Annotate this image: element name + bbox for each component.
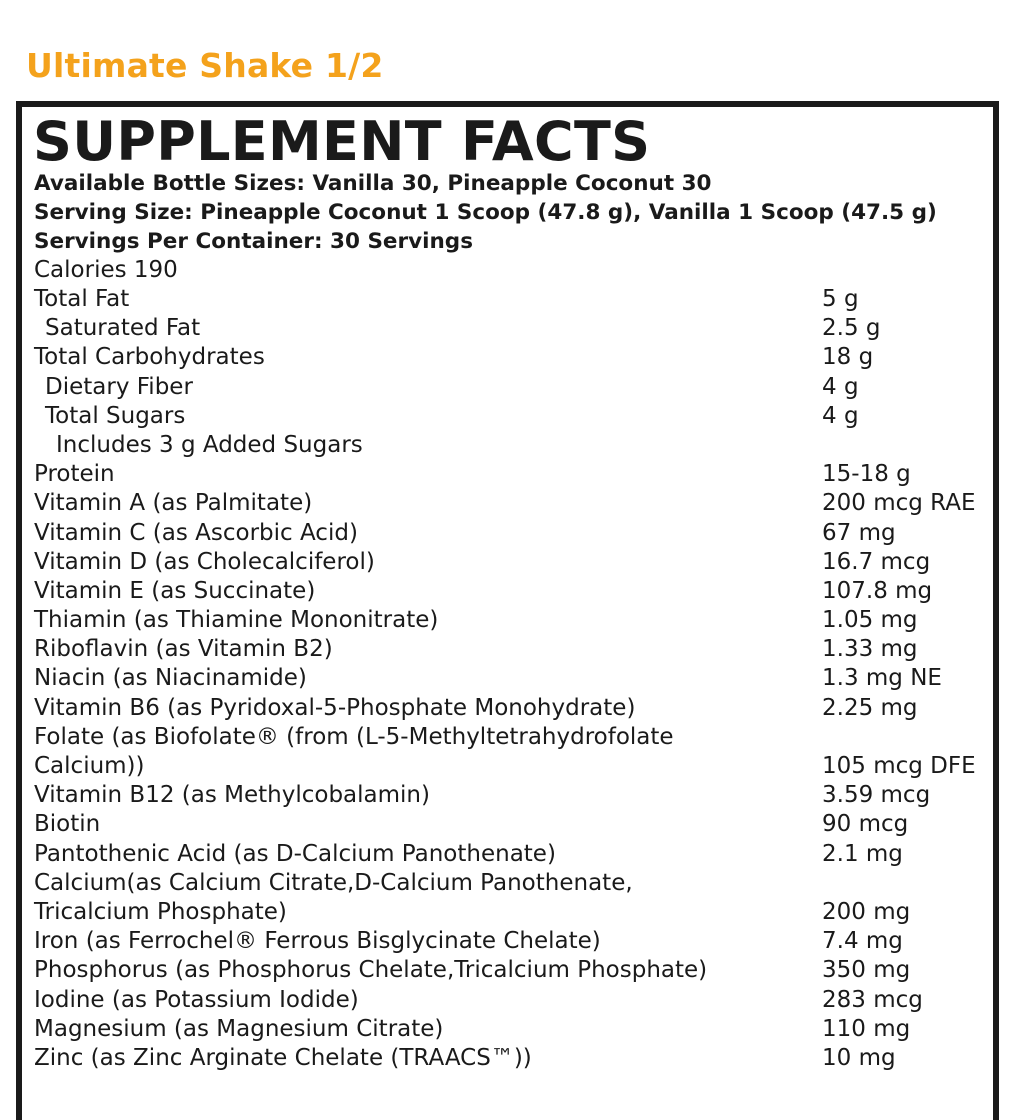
nutrient-name: Iodine (as Potassium Iodide) [34, 986, 359, 1013]
nutrient-name: Phosphorus (as Phosphorus Chelate,Tricalcium Phosphate) [34, 957, 708, 984]
product-title: Ultimate Shake 1/2 [26, 46, 384, 85]
nutrient-amount: 107.8 mg [822, 577, 933, 604]
nutrient-row [34, 956, 994, 985]
nutrient-name: Thiamin (as Thiamine Mononitrate) [34, 607, 439, 634]
nutrient-row [34, 986, 994, 1015]
nutrient-row [34, 577, 994, 606]
nutrient-amount: 350 mg [822, 957, 911, 984]
nutrient-name: Dietary Fiber [45, 373, 193, 400]
serving-size-line: Serving Size: Pineapple Coconut 1 Scoop (47.8 g), Vanilla 1 Scoop (47.5 g) [34, 200, 937, 225]
nutrient-row [34, 489, 994, 518]
nutrient-row [34, 1015, 994, 1044]
nutrient-name: Tricalcium Phosphate) [34, 898, 287, 925]
nutrient-row [34, 548, 994, 577]
nutrient-name: Riboflavin (as Vitamin B2) [34, 636, 333, 663]
nutrient-amount: 283 mcg [822, 986, 923, 1013]
nutrient-amount: 110 mg [822, 1015, 911, 1042]
calories-line: Calories 190 [34, 257, 178, 283]
nutrient-row [34, 810, 994, 839]
nutrient-row [34, 694, 994, 723]
nutrient-amount: 2.25 mg [822, 694, 918, 721]
nutrient-amount: 15-18 g [822, 461, 911, 488]
nutrient-name: Calcium(as Calcium Citrate,D-Calcium Panothenate, [34, 869, 633, 896]
nutrient-name: Pantothenic Acid (as D-Calcium Panothenate) [34, 840, 556, 867]
nutrient-row [34, 723, 994, 752]
nutrient-row [34, 343, 994, 372]
nutrient-row [34, 519, 994, 548]
nutrient-row [34, 664, 994, 693]
nutrient-name: Total Carbohydrates [34, 344, 265, 371]
nutrient-amount: 105 mcg DFE [822, 753, 976, 779]
nutrient-amount: 1.3 mg NE [822, 665, 942, 692]
panel-header-lines [34, 169, 937, 256]
nutrient-row [34, 314, 994, 343]
nutrient-row [34, 285, 994, 314]
nutrient-amount: 7.4 mg [822, 928, 903, 955]
nutrient-row [34, 898, 994, 927]
nutrient-row [34, 373, 994, 402]
nutrient-amount: 2.5 g [822, 315, 881, 342]
nutrient-amount: 4 g [822, 402, 859, 429]
nutrient-row [34, 869, 994, 898]
nutrient-amount: 10 mg [822, 1044, 896, 1071]
nutrient-row [34, 840, 994, 869]
nutrient-name: Saturated Fat [45, 315, 201, 342]
nutrient-name: Includes 3 g Added Sugars [56, 431, 363, 458]
nutrient-amount: 200 mcg RAE [822, 490, 976, 517]
nutrient-name: Magnesium (as Magnesium Citrate) [34, 1015, 444, 1042]
nutrient-name: Vitamin B12 (as Methylcobalamin) [34, 782, 430, 809]
nutrient-name: Total Sugars [45, 402, 186, 429]
nutrient-amount: 200 mg [822, 898, 911, 925]
nutrient-amount: 1.33 mg [822, 636, 918, 663]
nutrient-row [34, 460, 994, 489]
nutrient-name: Protein [34, 461, 115, 488]
bottle-sizes-line: Available Bottle Sizes: Vanilla 30, Pineapple Coconut 30 [34, 171, 712, 196]
nutrient-name: Vitamin A (as Palmitate) [34, 490, 313, 517]
nutrient-row [34, 927, 994, 956]
nutrient-name: Niacin (as Niacinamide) [34, 665, 307, 692]
nutrient-amount: 5 g [822, 286, 859, 312]
nutrient-row [34, 402, 994, 431]
nutrient-amount: 16.7 mcg [822, 548, 931, 575]
nutrient-amount: 4 g [822, 373, 859, 400]
nutrient-amount: 67 mg [822, 519, 896, 546]
panel-title: SUPPLEMENT FACTS [33, 110, 651, 173]
nutrient-name: Vitamin D (as Cholecalciferol) [34, 548, 375, 575]
nutrient-name: Zinc (as Zinc Arginate Chelate (TRAACS™)) [34, 1044, 532, 1071]
nutrient-row [34, 752, 994, 781]
nutrient-name: Iron (as Ferrochel® Ferrous Bisglycinate Chelate) [34, 928, 601, 955]
nutrient-row [34, 635, 994, 664]
nutrient-name: Vitamin B6 (as Pyridoxal-5-Phosphate Monohydrate) [34, 694, 636, 721]
nutrient-row [34, 1044, 994, 1073]
nutrient-name: Folate (as Biofolate® (from (L-5-Methyltetrahydrofolate [34, 723, 674, 750]
nutrient-amount: 90 mcg [822, 811, 909, 838]
servings-per-container-line: Servings Per Container: 30 Servings [34, 229, 473, 254]
nutrient-row [34, 781, 994, 810]
nutrient-name: Total Fat [34, 286, 130, 312]
nutrient-amount: 2.1 mg [822, 840, 903, 867]
nutrient-amount: 18 g [822, 344, 874, 371]
nutrient-name: Vitamin E (as Succinate) [34, 577, 316, 604]
nutrient-name: Calcium)) [34, 753, 145, 779]
nutrient-name: Vitamin C (as Ascorbic Acid) [34, 519, 358, 546]
nutrient-amount: 3.59 mcg [822, 782, 931, 809]
nutrient-amount: 1.05 mg [822, 607, 918, 634]
nutrient-name: Biotin [34, 811, 101, 838]
nutrient-row [34, 606, 994, 635]
nutrient-list [34, 285, 994, 1073]
nutrient-row [34, 431, 994, 460]
